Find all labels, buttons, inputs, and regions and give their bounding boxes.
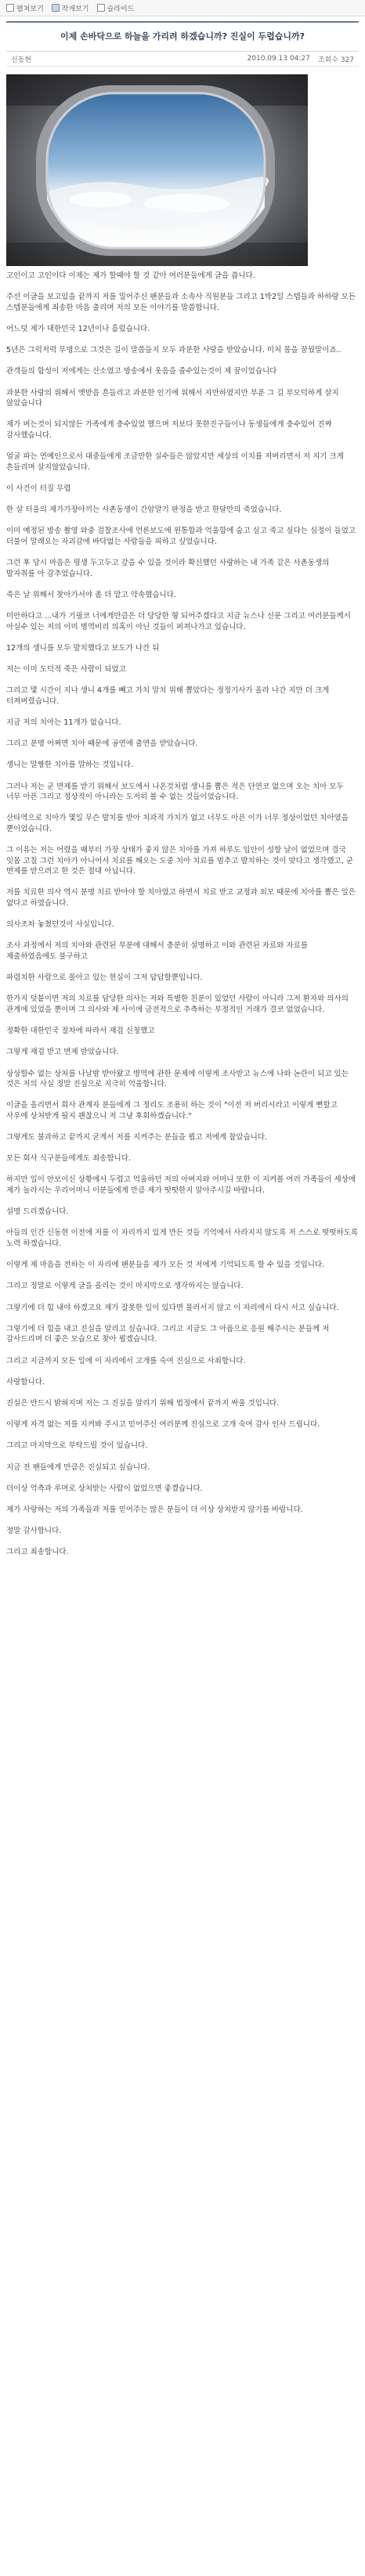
post-paragraph: 그리고 지금까지 모든 일에 이 자리에서 고개를 숙여 진심으로 사죄합니다.	[6, 1356, 246, 1365]
post-paragraph: 어느덧 제가 대한민국 12년이나 흘렀습니다.	[6, 324, 150, 333]
post-paragraph: 이미 예정된 방송 촬영 와중 검찰조사에 언론보도에 윈통합과 억울함에 숨고 싶고 죽고 싶다는 심정이 들었고 더불어 말래요는 자괴감에 바닥없는 사람들을 피하고 싶었습니다.	[6, 527, 356, 546]
slideshow-icon	[97, 4, 105, 12]
post-paragraph: 죽은 날 위해서 찾아가서야 좀 더 맡고 약속했습니다.	[6, 590, 176, 599]
expand-view-button[interactable]	[6, 3, 44, 13]
post-body	[0, 266, 365, 1558]
post-paragraph: 생니는 말짱한 치아를 말하는 것입니다.	[6, 761, 133, 770]
small-view-label: 작게보기	[61, 5, 89, 13]
post-paragraph: 그렇기에 더 힘 내야 하겠고요 제가 잘못한 일이 있다면 물러서지 않고 이 자리에서 다시 서고 싶습니다.	[6, 1303, 339, 1312]
post-paragraph: 이 사건이 터질 무렵	[6, 484, 71, 493]
post-paragraph: 제가 사랑하는 저의 가족들과 저를 믿어주는 많은 분들이 더 이상 상처받지 않기를 바랍니다.	[6, 1505, 303, 1514]
post-author[interactable]: 신동현	[11, 56, 32, 64]
post-paragraph: 과분한 사랑의 위해서 엣받음 흔들리고 과분한 인기에 위해서 자만하였지만 부푼 그 길 부모덕하게 살지 않았습니다	[6, 388, 339, 408]
small-view-button[interactable]	[52, 3, 89, 13]
post-paragraph: 한 살 터울의 제가가장아끼는 사촌동생이 간암말기 판정을 받고 한달만의 죽었습니다.	[6, 505, 282, 515]
post-paragraph: 지금 저의 치아는 11개가 없습니다.	[6, 718, 121, 727]
slideshow-button[interactable]	[97, 3, 135, 13]
post-paragraph: 그리고 정말로 이렇게 글을 올리는 것이 마지막으로 생각하지는 않습니다.	[6, 1282, 244, 1291]
post-paragraph: 이글을 올리면서 회사 관계자 분들에게 그 정리도 조용히 하는 것이 "이전 저 버리시라고 이렇게 뻔할고 사우에 상처받게 될지 괜찮으니 저 그냥 후회하겠습니다."	[6, 1101, 338, 1121]
post-paragraph: 주선 이글을 보고있을 끝까지 저를 밀어주신 팬분들과 소속사 직원분들 그리고 1박2일 스텝들과 하하랑 모든 스텝분들에게 죄송한 마음 출리며 저의 모든 이야기를 말씀합니다.	[6, 293, 356, 312]
post-paragraph: 고인이고 고인이다 이제는 제가 할때야 할 것 같아 여러분들에게 글을 씁니다.	[6, 272, 255, 280]
post-paragraph: 사랑합니다.	[6, 1377, 45, 1387]
airplane-window-photo	[6, 74, 308, 266]
post-paragraph: 그 이유는 저는 어렸을 때부터 가장 상태가 좋지 않은 치아를 가져 하루도 입안이 성할 날이 없었으며 결국 잇몸 고칠 그런 치아가 아니어서 치료를 해오는 도중 치아 치료를 멈추고 발치하는 것이 맞다고 생각했고, 군 면제를 받으려고 한 것은 절대 아닙니다.	[6, 846, 353, 876]
post-paragraph: 의사조차 놓쳤던것이 사실입니다.	[6, 920, 114, 930]
post-paragraph: 조사 과정에서 저의 치아와 관련된 부분에 대해서 충분히 설명하고 이와 관련된 자료와 자료를 제출하였음에도 불구하고	[6, 941, 308, 961]
post-paragraph: 파렴치한 사람으로 몰아고 있는 현실이 그저 답답할뿐입니다.	[6, 973, 203, 983]
post-paragraph: 그런 후 당시 마음은 평생 두고두고 갚을 수 있을 것이라 확신했던 사랑하는 내 가족 같은 사촌동생의 발자취를 아 감추었습니다.	[6, 559, 330, 578]
post-paragraph: 더이상 억측과 루머로 상처받는 사람이 없었으면 좋겠습니다.	[6, 1484, 203, 1493]
photo-container	[0, 67, 365, 266]
post-paragraph: 그러나 저는 군 면제를 받기 위해서 보도에서 나온것처럼 생니를 뽑은 적은 단연코 없으며 오는 치아 모두 너무 아픈 그리고 정상적이 아니라는 도저히 볼 수 없는 것들이었습니다.	[6, 782, 344, 802]
post-paragraph: 하지만 일이 안보이신 상황에서 두렵고 억울하던 저의 아버지와 어머니 또한 이 지켜볼 여러 가족들이 세상에 제가 놀라시는 우리어머니 이분들에게 만큼 제가 떳떳한지 알아주시길 바랍니다.	[6, 1175, 356, 1196]
post-date: 2010.09.13 04:27	[247, 55, 310, 63]
post-paragraph: 그리고 죄송합니다.	[6, 1548, 69, 1557]
post-paragraph: 설명 드리겠습니다.	[6, 1207, 69, 1217]
post-paragraph: 정말 감사합니다.	[6, 1527, 62, 1536]
post-paragraph: 상상할수 없는 상처를 나날밤 받아왔고 병역에 관한 문제에 이렇게 조사받고 뉴스에 나와 논란이 되고 있는 것은 저의 사실 정말 진심으로 지극히 억울합니다.	[6, 1069, 349, 1089]
slideshow-label: 슬라이드	[107, 5, 135, 13]
post-paragraph: 그렇게 재검 받고 면제 받았습니다.	[6, 1048, 119, 1057]
post-paragraph: 이렇게 제 마음을 전하는 이 자리에 팬분들을 제가 모든 것 저에게 기억되도록 할 수 있을 것입니다.	[6, 1261, 325, 1270]
post-paragraph: 관객들의 함성이 저에게는 산소였고 방송에서 웃음을 줄수있는것이 제 꿈이었습니다	[6, 367, 277, 376]
post-paragraph: 아들의 인간 신동현 이전에 저를 이 자리까지 있게 만든 것들 기억에서 사라지지 않도록 저 스스로 떳떳하도록 노력 하겠습니다.	[6, 1229, 359, 1249]
post-paragraph: 저는 이미 도덕적 죽은 사람이 되었고	[6, 664, 126, 674]
view-toolbar	[0, 0, 365, 16]
post-paragraph: 정확한 대한민국 절차에 따라서 재검 신청했고	[6, 1027, 155, 1036]
post-paragraph: 그리고 마지막으로 부탁드릴 것이 있습니다.	[6, 1441, 148, 1451]
post-paragraph: 얼굴 파는 연예인으로서 대중들에게 조금만한 실수들은 않았지만 세상의 이치를 저버리면서 저 지기 크게 흔들리며 살지않았습니다.	[6, 452, 344, 472]
post-paragraph: 5년은 그럭저럭 무명으로 그것은 길이 말씀들지 모두 과분한 사랑을 받았습니다. 미처 몸을 꿈꿨말이죠..	[6, 346, 342, 355]
post-paragraph: 그렇게도 불과하고 끝까지 굳게서 저를 지켜주는 분들을 뵙고 저에게 참았습니다.	[6, 1133, 268, 1142]
post-paragraph: 한가지 덧붙이면 저의 치료를 담당한 의사는 저와 특별한 친분이 있었던 사람이 아니라 그저 환자와 의사의 관계에 있었을 뿐이며 그 의사와 제 사이에 금전적으로 추측하는 부정적인 거래가 결코 없었습니다.	[6, 995, 349, 1014]
post-paragraph: 지금 전 팬들에게 만큼은 진실되고 싶습니다.	[6, 1462, 150, 1472]
post-title: 이제 손바닥으로 하늘을 가리려 하겠습니까? 진실이 두렵습니까?	[6, 21, 359, 52]
post-views: 조회수 327	[317, 56, 354, 64]
post-paragraph: 12개의 생니를 모두 발치했다고 보도가 나간 뒤	[6, 643, 160, 653]
post-paragraph: 이렇게 자격 없는 저를 지켜봐 주시고 믿어주신 여러분께 진심으로 고개 숙여 감사 인사 드립니다.	[6, 1420, 320, 1430]
post-paragraph: 그렇기에 더 힘을 내고 진실을 알리고 싶습니다. 그리고 지금도 그 아픔으로 응원 해주시는 분들께 저 감사드리며 더 좋은 모습으로 찾아 뵙겠습니다.	[6, 1324, 330, 1344]
expand-view-label: 펼쳐보기	[16, 5, 44, 13]
small-view-icon	[52, 4, 60, 12]
post-paragraph: 진실은 반드시 밝혀지며 저는 그 진실을 알리기 위해 법정에서 끝까지 싸울 것입니다.	[6, 1398, 280, 1408]
post-paragraph: 그리고 몇 시간이 지나 생니 4개를 빼고 가치 말치 위해 뽑았다는 정정기사가 올라 나간 지만 더 크게 터져버렸습니다.	[6, 686, 330, 706]
post-paragraph: 제가 버는것이 되지많든 가족에게 충수있었 했으며 저보다 못한진구들이나 동생들에게 충수있어 진짜 감사했습니다.	[6, 420, 332, 440]
post-meta	[6, 52, 359, 67]
post-paragraph: 그리고 분명 어쩌면 치아 때문에 공연에 출연을 받았습니다.	[6, 739, 198, 749]
expand-icon	[6, 4, 14, 12]
post-paragraph: 미안하다고 ...내가 기필코 너에게만큼은 더 당당한 형 되어주겠다고 지금 뉴스나 신문 그리고 여러분들께서 아실수 있는 저의 이미 병역비리 의혹이 아닌 것들이 퍼져나가고 있습니다.	[6, 612, 351, 631]
post-paragraph: 저를 치료한 의사 역시 분명 치료 받아야 할 치아였고 하면서 치료 받고 교정과 외모 때문에 치아를 뽑은 일은 없다고 하였습니다.	[6, 888, 356, 908]
post-paragraph: 모든 회사 식구분들에게도 죄송합니다.	[6, 1154, 131, 1164]
post-paragraph: 산타역으로 치아가 몇일 무슨 발치를 받아 치과적 가치가 없고 너무도 아픈 이가 너무 정상이었던 치아였을 뿐이었습니다.	[6, 814, 349, 833]
